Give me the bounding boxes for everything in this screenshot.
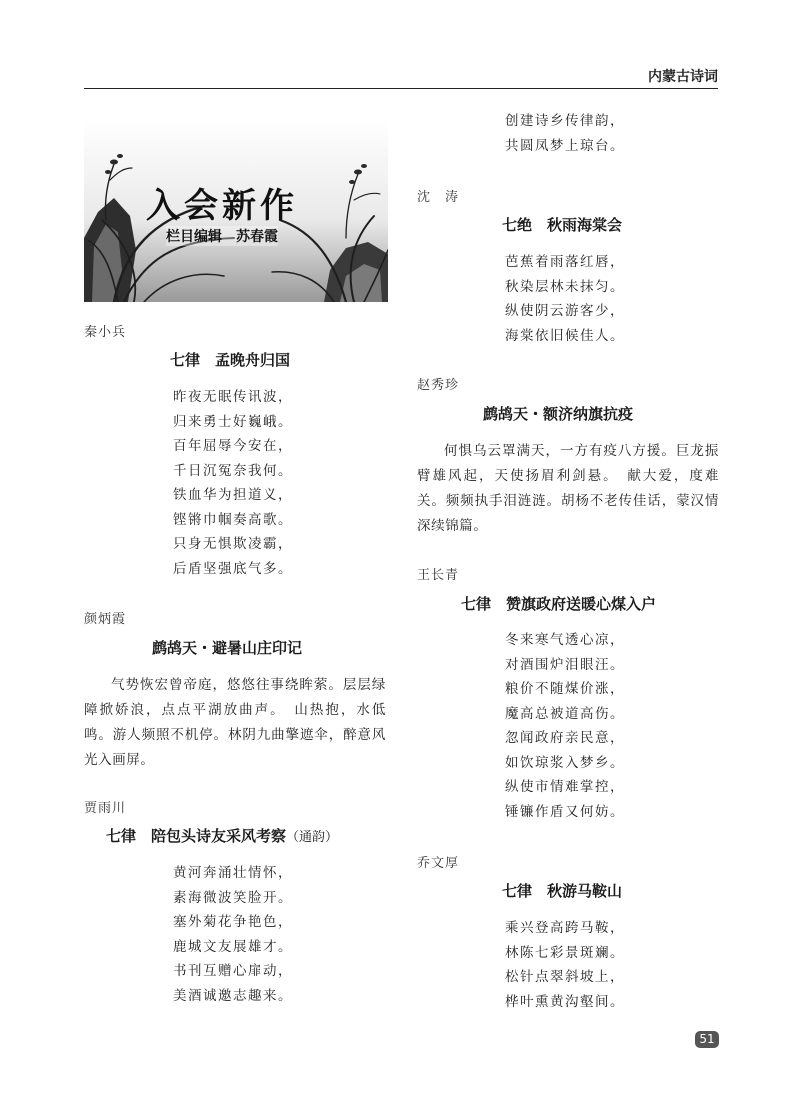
header-rule (84, 88, 718, 89)
verse-line: 只身无惧欺凌霸， (173, 536, 293, 552)
verse-line: 林陈七彩景斑斓。 (505, 944, 625, 961)
verse-line: 秋染层林未抹匀。 (505, 278, 625, 295)
verse-line: 冬来寒气透心凉， (505, 632, 625, 648)
column-banner (84, 120, 388, 302)
poem-title: 七律 秋游马鞍山 (502, 882, 623, 900)
poem-title (106, 825, 338, 846)
journal-name: 内蒙古诗词 (648, 69, 718, 85)
poem-author: 王长青 (417, 568, 460, 583)
verse-line: 魔高总被道高伤。 (505, 705, 625, 722)
verse-line: 共圆凤梦上琼台。 (505, 137, 625, 154)
verse-line: 鹿城文友展雄才。 (173, 938, 293, 955)
poem-title: 七绝 秋雨海棠会 (502, 216, 623, 234)
verse-line: 桦叶熏黄沟壑间。 (505, 993, 625, 1010)
poem-verse (173, 861, 293, 1008)
verse-line: 书刊互赠心扉动， (173, 963, 293, 979)
verse-line: 黄河奔涌壮情怀， (173, 865, 293, 881)
verse-line: 乘兴登高跨马鞍， (505, 920, 625, 936)
poem-verse-continued (505, 109, 625, 158)
poem-prose: 何惧乌云罩满天，一方有疫八方援。巨龙振臂雄风起，天使扬眉利剑悬。 献大爱，度难关。频频执手泪涟涟。胡杨不老传佳话，蒙汉情深续锦篇。 (417, 443, 719, 534)
verse-line: 美酒诚邀志趣来。 (173, 987, 293, 1004)
column-title: 入会新作 (146, 186, 298, 226)
verse-line: 创建诗乡传律韵， (505, 113, 625, 129)
verse-line: 百年屈辱今安在， (173, 438, 293, 454)
page-number: 51 (695, 1031, 719, 1048)
poem-verse (505, 250, 625, 348)
verse-line: 铿锵巾帼奏高歌。 (173, 511, 293, 528)
verse-line: 海棠依旧候佳人。 (505, 327, 625, 344)
column-editor: 栏目编辑 苏春霞 (166, 226, 278, 246)
verse-line: 后盾坚强底气多。 (173, 560, 293, 577)
poem-title: 鹧鸪天・避暑山庄印记 (152, 639, 303, 657)
poem-title: 鹧鸪天・额济纳旗抗疫 (483, 405, 634, 423)
poem-title-text: 七律 陪包头诗友采风考察 (106, 827, 287, 845)
verse-line: 锤镰作盾又何妨。 (505, 803, 625, 820)
verse-line: 芭蕉着雨落红唇， (505, 254, 625, 270)
verse-line: 纵使阴云游客少， (505, 303, 625, 319)
verse-line: 粮价不随煤价涨， (505, 681, 625, 697)
poem-author: 秦小兵 (84, 325, 127, 340)
verse-line: 铁血华为担道义， (173, 487, 293, 503)
poem-verse (505, 916, 625, 1014)
poem-author: 沈 涛 (417, 190, 460, 205)
verse-line: 昨夜无眠传讯波， (173, 389, 293, 405)
verse-line: 千日沉冤奈我何。 (173, 462, 293, 479)
verse-line: 对酒围炉泪眼汪。 (505, 656, 625, 673)
verse-line: 归来勇士好巍峨。 (173, 413, 293, 430)
poem-title: 七律 赞旗政府送暖心煤入户 (461, 595, 657, 613)
poem-verse (505, 628, 625, 824)
verse-line: 松针点翠斜坡上， (505, 969, 625, 985)
poem-rhyme-note: （通韵） (286, 830, 339, 845)
poem-author: 颜炳霞 (84, 612, 127, 627)
poem-title: 七律 孟晚舟归国 (170, 351, 291, 369)
poem-author: 赵秀珍 (417, 378, 460, 393)
poem-author: 乔文厚 (417, 856, 460, 871)
verse-line: 如饮琼浆入梦乡。 (505, 754, 625, 771)
verse-line: 忽闻政府亲民意， (505, 730, 625, 746)
poem-prose: 气势恢宏曾帝庭，悠悠往事绕眸萦。层层绿障掀娇浪，点点平湖放曲声。 山热抱，水低鸣。游人频照不机停。林阴九曲擎遮伞，醉意风光入画屏。 (84, 677, 386, 768)
poem-author: 贾雨川 (84, 801, 127, 816)
verse-line: 纵使市情难掌控， (505, 779, 625, 795)
verse-line: 素海微波笑脸开。 (173, 889, 293, 906)
poem-verse (173, 385, 293, 581)
verse-line: 塞外菊花争艳色， (173, 914, 293, 930)
